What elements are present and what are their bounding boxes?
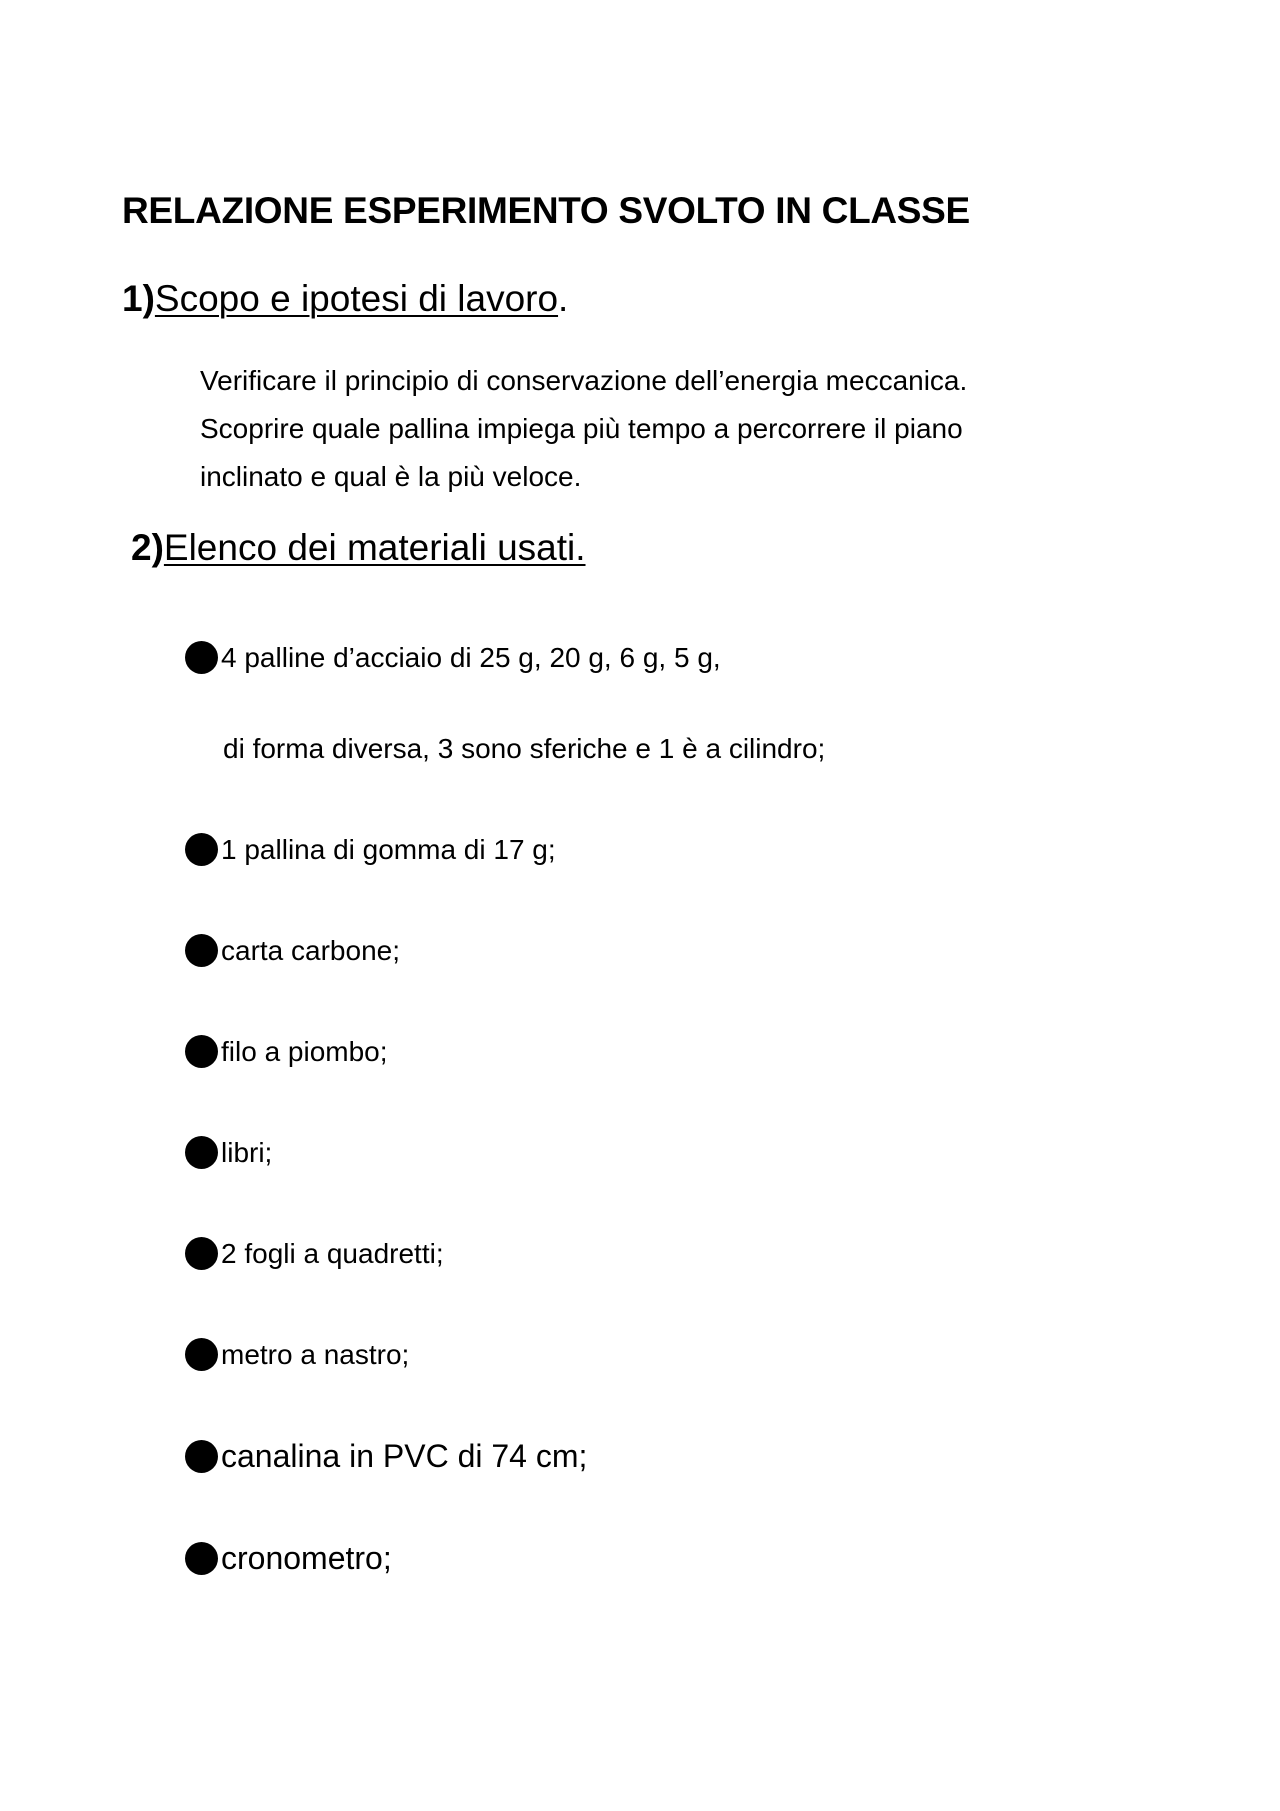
section-heading-text: Elenco dei materiali usati.: [163, 527, 586, 568]
list-item-text: cronometro;: [221, 1540, 392, 1576]
list-item-text: carta carbone;: [221, 934, 400, 966]
list-item-text: 1 pallina di gomma di 17 g;: [221, 833, 556, 865]
section-heading-purpose: [122, 278, 568, 320]
section-number: 1): [122, 278, 155, 319]
list-item-continuation: di forma diversa, 3 sono sferiche e 1 è a cilindro;: [223, 733, 826, 764]
list-item-text: filo a piombo;: [221, 1035, 388, 1067]
list-item: [185, 1035, 388, 1068]
section-heading-materials: [131, 527, 586, 569]
list-item: [185, 833, 556, 866]
list-item-text: 2 fogli a quadretti;: [221, 1237, 444, 1269]
bullet-icon: [185, 1237, 218, 1270]
list-item-text: canalina in PVC di 74 cm;: [221, 1438, 588, 1474]
document-title: RELAZIONE ESPERIMENTO SVOLTO IN CLASSE: [122, 190, 970, 231]
paragraph-line: Scoprire quale pallina impiega più tempo a percorrere il piano: [200, 413, 963, 444]
section-heading-suffix: .: [558, 278, 569, 319]
list-item: [185, 934, 400, 967]
bullet-icon: [185, 641, 218, 674]
bullet-icon: [185, 934, 218, 967]
list-item: [185, 1237, 444, 1270]
bullet-icon: [185, 1136, 218, 1169]
list-item: [185, 1438, 587, 1475]
bullet-icon: [185, 1440, 218, 1473]
purpose-paragraph: [200, 357, 1120, 501]
bullet-icon: [185, 1338, 218, 1371]
section-heading-text: Scopo e ipotesi di lavoro: [154, 278, 559, 319]
paragraph-line: inclinato e qual è la più veloce.: [200, 461, 582, 492]
list-item: [185, 1136, 272, 1169]
list-item: [185, 1540, 392, 1577]
list-item-text: libri;: [221, 1136, 273, 1168]
list-item: [185, 641, 721, 674]
bullet-icon: [185, 1542, 218, 1575]
section-number: 2): [131, 527, 164, 568]
bullet-icon: [185, 1035, 218, 1068]
bullet-icon: [185, 833, 218, 866]
list-item: [185, 1338, 409, 1371]
list-item-text: metro a nastro;: [221, 1338, 410, 1370]
list-item-text: 4 palline d’acciaio di 25 g, 20 g, 6 g, 5 g,: [221, 641, 721, 673]
paragraph-line: Verificare il principio di conservazione dell’energia meccanica.: [200, 365, 968, 396]
